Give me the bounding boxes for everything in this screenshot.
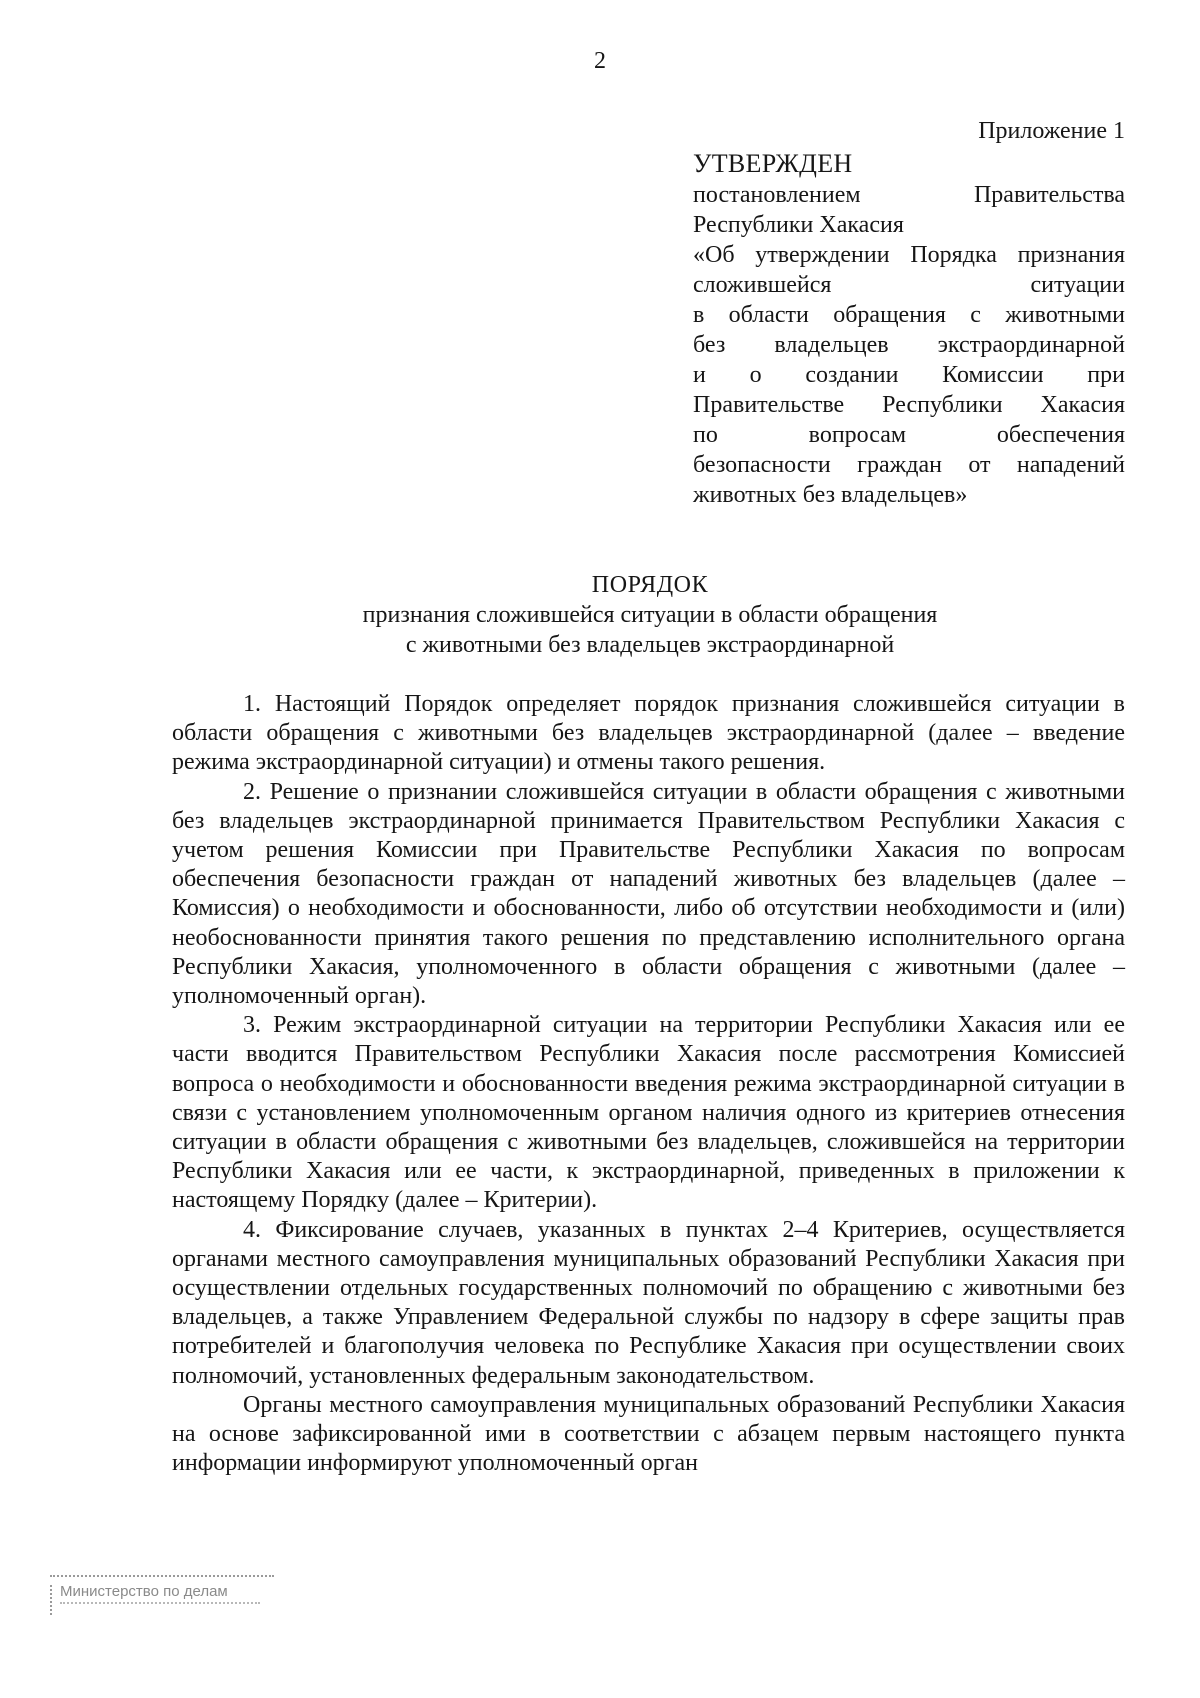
paragraph-4: 4. Фиксирование случаев, указанных в пунктах 2–4 Критериев, осуществляется органами местного самоуправления муниципальных образований Республики Хакасия при осуществлении отдельных государственных полномочий по обращению с животными без владельцев, а также Управлением Федеральной службы по надзору в сфере защиты прав потребителей и благополучия человека по Республике Хакасия при осуществлении своих полномочий, установленных федеральным законодательством. [172, 1216, 1125, 1389]
approval-basis-line: Правительстве Республики Хакасия [693, 392, 1125, 418]
approval-basis-line: без владельцев экстраординарной [693, 332, 1125, 358]
paragraph-5: Органы местного самоуправления муниципальных образований Республики Хакасия на основе зафиксированной ими в соответствии с абзацем первым настоящего пункта информации информируют уполномоченный орган [172, 1391, 1125, 1477]
stamp-border [50, 1585, 52, 1615]
approval-basis-line: сложившейся ситуации [693, 272, 1125, 298]
approval-basis-line: в области обращения с животными [693, 302, 1125, 328]
approval-basis-line: постановлением Правительства [693, 182, 1125, 208]
approval-basis-line: безопасности граждан от нападений [693, 452, 1125, 478]
document-title-main: ПОРЯДОК [591, 572, 709, 598]
approval-basis-line: Республики Хакасия [693, 212, 904, 238]
stamp-illegible-text [60, 1602, 260, 1604]
paragraph-1: 1. Настоящий Порядок определяет порядок признания сложившейся ситуации в области обращения с животными без владельцев экстраординарной (далее – введение режима экстраординарной ситуации) и отмены такого решения. [172, 691, 1125, 776]
document-title-line: с животными без владельцев экстраординарной [405, 632, 895, 658]
approval-basis-line: животных без владельцев» [693, 482, 968, 508]
document-body [172, 690, 1125, 1478]
approval-basis-line: «Об утверждении Порядка признания [693, 242, 1125, 268]
paragraph-3: 3. Режим экстраординарной ситуации на территории Республики Хакасия или ее части вводится Правительством Республики Хакасия после рассмотрения Комиссией вопроса о необходимости и обоснованности введения режима экстраординарной ситуации в связи с установлением уполномоченным органом наличия одного из критериев отнесения ситуации в области обращения с животными без владельцев, сложившейся на территории Республики Хакасия или ее части, к экстраординарной, приведенных в приложении к настоящему Порядку (далее – Критерии). [172, 1012, 1125, 1214]
page-number: 2 [594, 48, 606, 74]
stamp-text: Министерство по делам [60, 1583, 228, 1600]
approved-heading: УТВЕРЖДЕН [693, 149, 853, 178]
approval-basis [693, 180, 1125, 510]
approval-block [693, 116, 1125, 510]
approval-basis-line: и о создании Комиссии при [693, 362, 1125, 388]
annex-label: Приложение 1 [978, 118, 1125, 144]
stamp-border [50, 1575, 274, 1577]
paragraph-2: 2. Решение о признании сложившейся ситуации в области обращения с животными без владельцев экстраординарной принимается Правительством Республики Хакасия с учетом решения Комиссии при Правительстве Республики Хакасия по вопросам обеспечения безопасности граждан от нападений животных без владельцев (далее – Комиссия) о необходимости и обоснованности, либо об отсутствии необходимости и (или) необоснованности принятия такого решения по представлению исполнительного органа Республики Хакасия, уполномоченного в области обращения с животными (далее – уполномоченный орган). [172, 778, 1125, 1010]
document-title [140, 570, 1160, 660]
registration-stamp [46, 1575, 276, 1619]
approval-basis-line: по вопросам обеспечения [693, 422, 1125, 448]
document-title-line: признания сложившейся ситуации в области обращения [362, 602, 938, 628]
